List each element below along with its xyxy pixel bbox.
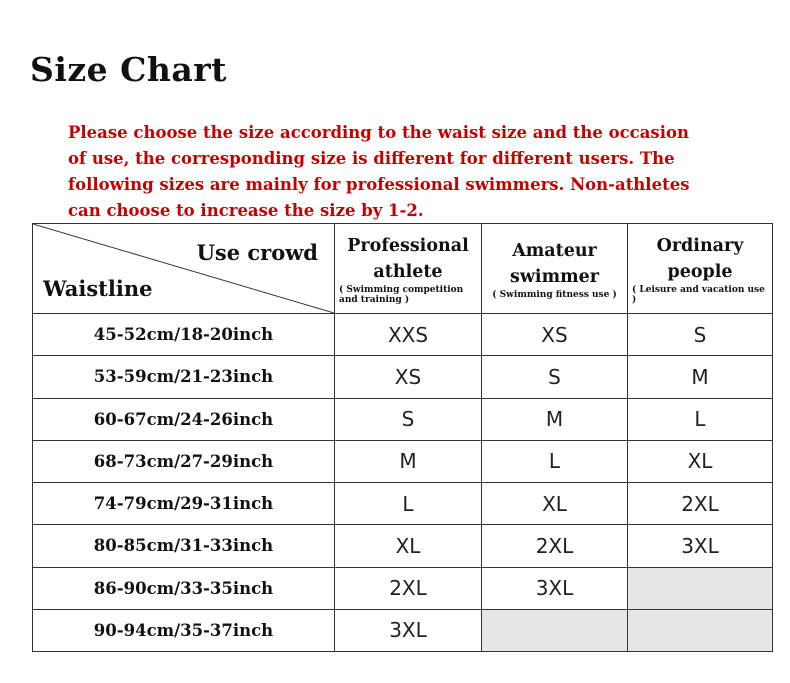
size-cell: 2XL: [335, 567, 482, 609]
column-note: ( Leisure and vacation use ): [632, 284, 765, 305]
column-title-line: athlete: [373, 261, 443, 282]
table-row: [33, 567, 773, 609]
waist-cell: 60-67cm/24-26inch: [33, 398, 335, 440]
size-cell: S: [335, 398, 482, 440]
size-cell: S: [628, 314, 773, 356]
table-row: [33, 356, 773, 398]
column-title-line: Ordinary: [656, 235, 744, 256]
table-row: [33, 314, 773, 356]
empty-cell: [482, 609, 628, 651]
column-header-amateur: [482, 224, 628, 314]
size-cell: 2XL: [482, 525, 628, 567]
size-cell: XS: [335, 356, 482, 398]
corner-header-cell: [33, 224, 335, 314]
size-cell: M: [335, 440, 482, 482]
size-cell: M: [628, 356, 773, 398]
page-title: Size Chart: [30, 50, 227, 89]
waist-cell: 74-79cm/29-31inch: [33, 483, 335, 525]
column-title-line: Amateur: [512, 240, 597, 261]
size-cell: XXS: [335, 314, 482, 356]
table-row: [33, 525, 773, 567]
size-cell: L: [482, 440, 628, 482]
waist-cell: 86-90cm/33-35inch: [33, 567, 335, 609]
empty-cell: [628, 609, 773, 651]
size-cell: XS: [482, 314, 628, 356]
size-cell: S: [482, 356, 628, 398]
size-cell: 3XL: [482, 567, 628, 609]
waistline-label: Waistline: [43, 276, 153, 301]
waist-cell: 80-85cm/31-33inch: [33, 525, 335, 567]
column-note: ( Swimming fitness use ): [492, 289, 617, 300]
header-row: [33, 224, 773, 314]
notice-line: can choose to increase the size by 1-2.: [68, 201, 424, 220]
table-row: [33, 398, 773, 440]
use-crowd-label: Use crowd: [196, 240, 318, 265]
table-row: [33, 609, 773, 651]
size-table: [32, 223, 773, 652]
table-row: [33, 483, 773, 525]
column-title-line: Professional: [347, 235, 469, 256]
size-cell: L: [335, 483, 482, 525]
waist-cell: 45-52cm/18-20inch: [33, 314, 335, 356]
waist-cell: 53-59cm/21-23inch: [33, 356, 335, 398]
empty-cell: [628, 567, 773, 609]
notice-line: following sizes are mainly for professional swimmers. Non-athletes: [68, 175, 690, 194]
notice-line: Please choose the size according to the waist size and the occasion: [68, 123, 689, 142]
waist-cell: 90-94cm/35-37inch: [33, 609, 335, 651]
column-title-line: people: [667, 261, 733, 282]
column-note: ( Swimming competition and training ): [339, 284, 464, 305]
table-row: [33, 440, 773, 482]
waist-cell: 68-73cm/27-29inch: [33, 440, 335, 482]
notice-line: of use, the corresponding size is different for different users. The: [68, 149, 675, 168]
size-cell: M: [482, 398, 628, 440]
size-cell: 3XL: [335, 609, 482, 651]
column-header-professional: [335, 224, 482, 314]
size-cell: XL: [482, 483, 628, 525]
column-title-line: swimmer: [510, 266, 599, 287]
size-cell: XL: [335, 525, 482, 567]
column-header-ordinary: [628, 224, 773, 314]
size-cell: 3XL: [628, 525, 773, 567]
size-cell: XL: [628, 440, 773, 482]
size-cell: 2XL: [628, 483, 773, 525]
size-cell: L: [628, 398, 773, 440]
size-notice: [68, 120, 748, 224]
